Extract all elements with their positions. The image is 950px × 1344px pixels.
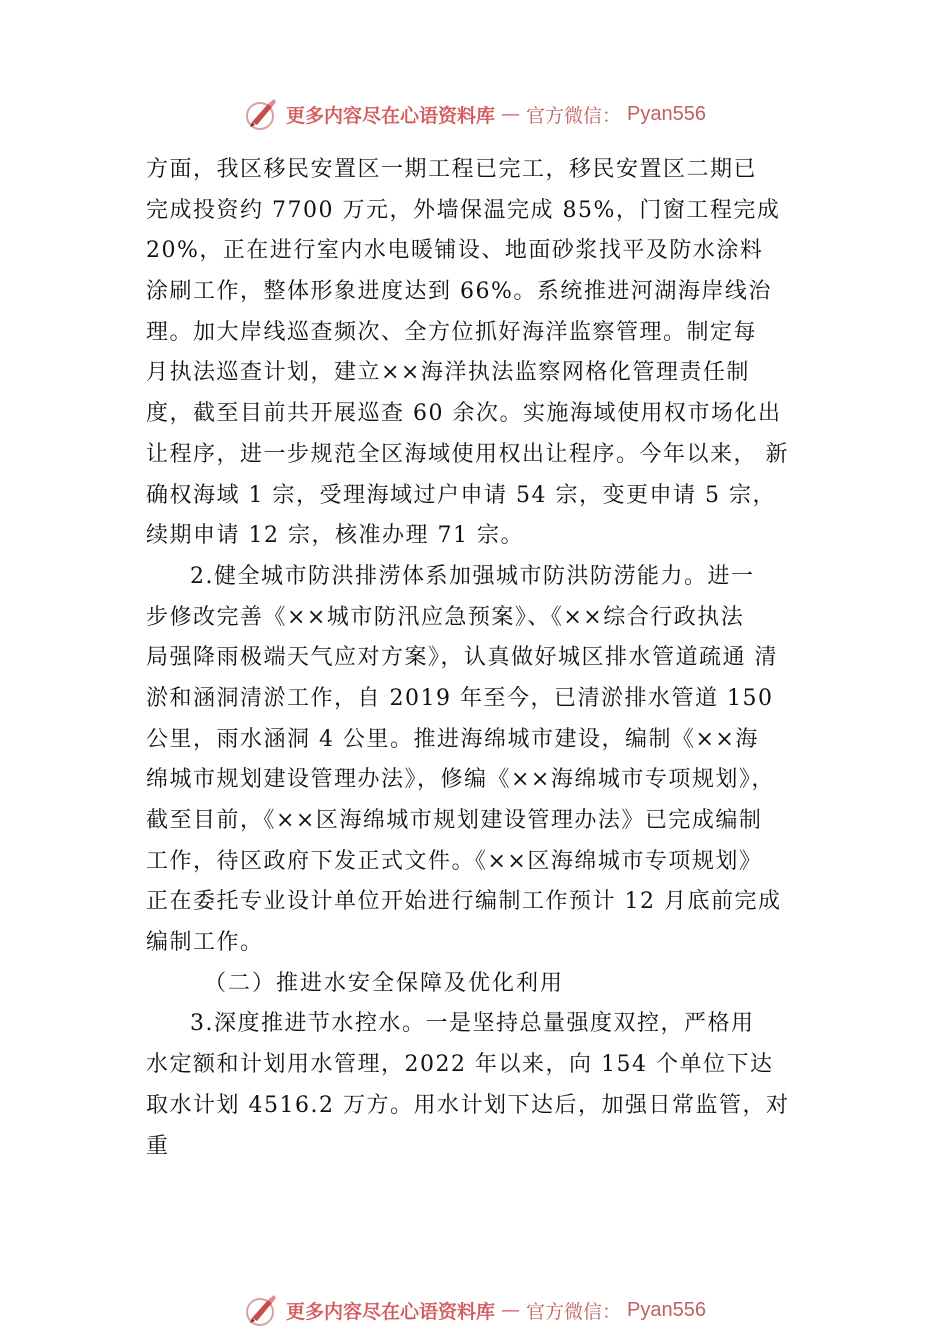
text-line: 方面，我区移民安置区一期工程已完工，移民安置区二期已 xyxy=(146,157,758,182)
watermark-wechat-label: 官方微信： xyxy=(526,1300,622,1323)
text-line: 步修改完善《××城市防汛应急预案》、《××综合行政执法 xyxy=(146,604,745,630)
watermark-wechat-id: Pyan556 xyxy=(627,1298,706,1321)
text-line: 淤和涵洞清淤工作，自 2019 年至今，已清淤排水管道 150 xyxy=(146,685,774,711)
watermark-brand: 更多内容尽在心语资料库 xyxy=(286,104,496,127)
text-line: 公里，雨水涵洞 4 公里。推进海绵城市建设，编制《××海 xyxy=(146,726,759,752)
text-line: 涂刷工作，整体形象进度达到 66%。系统推进河湖海岸线治 xyxy=(146,279,772,305)
watermark-dash: — xyxy=(501,1299,521,1321)
text-line: 2.健全城市防洪排涝体系加强城市防洪防涝能力。进一 xyxy=(190,563,755,589)
text-line: 完成投资约 7700 万元，外墙保温完成 85%，门窗工程完成 xyxy=(146,197,781,223)
text-line: 续期申请 12 宗，核准办理 71 宗。 xyxy=(146,523,524,549)
text-line: 截至目前，《××区海绵城市规划建设管理办法》已完成编制 xyxy=(146,808,763,833)
document-body xyxy=(146,150,816,1167)
text-line: 20%，正在进行室内水电暖铺设、地面砂浆找平及防水涂料 xyxy=(146,238,764,264)
text-line: 3.深度推进节水控水。一是坚持总量强度双控，严格用 xyxy=(190,1011,755,1037)
text-line: 重 xyxy=(146,1133,170,1159)
watermark-dash: — xyxy=(501,103,521,125)
text-line: 取水计划 4516.2 万方。用水计划下达后，加强日常监管，对 xyxy=(146,1092,790,1118)
text-line: 理。加大岸线巡查频次、全方位抓好海洋监察管理。制定每 xyxy=(146,319,758,345)
text-line: 工作，待区政府下发正式文件。《××区海绵城市专项规划》 xyxy=(146,848,763,874)
text-line: 月执法巡查计划，建立××海洋执法监察网格化管理责任制 xyxy=(146,360,750,386)
text-line: 绵城市规划建设管理办法》，修编《××海绵城市专项规划》， xyxy=(146,767,775,793)
text-line: 让程序，进一步规范全区海域使用权出让程序。今年以来， 新 xyxy=(146,441,789,467)
pen-logo-icon xyxy=(244,1292,280,1328)
text-line: 正在委托专业设计单位开始进行编制工作预计 12 月底前完成 xyxy=(146,889,782,915)
text-line: 度，截至目前共开展巡查 60 余次。实施海域使用权市场化出 xyxy=(146,401,782,427)
watermark-wechat-id: Pyan556 xyxy=(627,102,706,125)
watermark-wechat-label: 官方微信： xyxy=(526,104,622,127)
pen-logo-icon xyxy=(244,96,280,132)
footer-watermark xyxy=(0,1290,950,1330)
text-line: 编制工作。 xyxy=(146,930,264,956)
text-line: 确权海域 1 宗，受理海域过户申请 54 宗，变更申请 5 宗， xyxy=(146,482,776,508)
text-line: 水定额和计划用水管理，2022 年以来，向 154 个单位下达 xyxy=(146,1052,774,1078)
section-heading: （二）推进水安全保障及优化利用 xyxy=(204,970,565,996)
header-watermark xyxy=(0,94,950,134)
text-line: 局强降雨极端天气应对方案》，认真做好城区排水管道疏通 清 xyxy=(146,645,778,671)
watermark-brand: 更多内容尽在心语资料库 xyxy=(286,1300,496,1323)
